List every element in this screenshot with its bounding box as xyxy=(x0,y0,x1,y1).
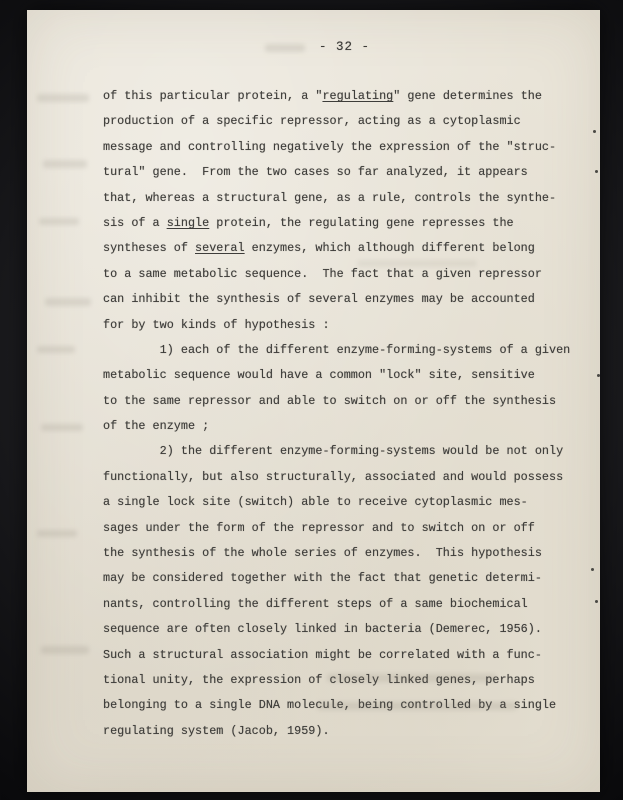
text-line: to a same metabolic sequence. The fact that a given repressor xyxy=(103,266,542,281)
text-line: for by two kinds of hypothesis : xyxy=(103,317,330,332)
text-line: tural" gene. From the two cases so far analyzed, it appears xyxy=(103,165,528,180)
text-line: sages under the form of the repressor and to switch on or off xyxy=(103,520,535,535)
text-line: sis of a single protein, the regulating gene represses the xyxy=(103,215,514,230)
text-line: nants, controlling the different steps of a same biochemical xyxy=(103,596,528,611)
text-line: tional unity, the expression of closely linked genes, perhaps xyxy=(103,672,535,687)
text-line: may be considered together with the fact that genetic determi- xyxy=(103,571,542,586)
text-line: 2) the different enzyme-forming-systems would be not only xyxy=(103,444,564,459)
page-body xyxy=(103,84,571,744)
text-line: functionally, but also structurally, associated and would possess xyxy=(103,469,564,484)
ink-speck xyxy=(591,568,594,571)
page-number: - 32 - xyxy=(319,40,371,54)
ink-smudge xyxy=(45,298,91,306)
text-line: can inhibit the synthesis of several enzymes may be accounted xyxy=(103,292,535,307)
text-line: of this particular protein, a "regulating" gene determines the xyxy=(103,89,542,103)
text-line: sequence are often closely linked in bacteria (Demerec, 1956). xyxy=(103,622,542,637)
underlined-text: single xyxy=(166,215,210,230)
ink-smudge xyxy=(41,424,83,431)
text-line: that, whereas a structural gene, as a rule, controls the synthe- xyxy=(103,190,557,205)
ink-smudge xyxy=(43,160,87,168)
text-line: a single lock site (switch) able to receive cytoplasmic mes- xyxy=(103,495,528,510)
underlined-text: several xyxy=(195,241,245,256)
text-line: of the enzyme ; xyxy=(103,419,210,434)
ink-smudge xyxy=(41,646,89,654)
underlined-text: regulating xyxy=(322,89,394,103)
text-line: belonging to a single DNA molecule, being controlled by a single xyxy=(103,698,557,713)
text-line: 1) each of the different enzyme-forming-systems of a given xyxy=(103,342,571,357)
ink-speck xyxy=(593,130,596,133)
ink-smudge xyxy=(39,218,79,225)
text-line: metabolic sequence would have a common "lock" site, sensitive xyxy=(103,368,535,383)
text-line: Such a structural association might be correlated with a func- xyxy=(103,647,542,662)
ink-smudge xyxy=(37,530,77,537)
ink-smudge xyxy=(37,346,75,353)
text-line: syntheses of several enzymes, which although different belong xyxy=(103,241,535,256)
text-line: regulating system (Jacob, 1959). xyxy=(103,723,330,738)
ink-speck xyxy=(595,600,598,603)
text-line: the synthesis of the whole series of enzymes. This hypothesis xyxy=(103,546,542,561)
ink-smudge xyxy=(265,44,305,52)
ink-smudge xyxy=(37,94,89,102)
ink-speck xyxy=(597,374,600,377)
text-line: message and controlling negatively the expression of the "struc- xyxy=(103,139,557,154)
document-page xyxy=(27,10,600,792)
text-line: to the same repressor and able to switch on or off the synthesis xyxy=(103,393,557,408)
ink-speck xyxy=(595,170,598,173)
text-line: production of a specific repressor, acting as a cytoplasmic xyxy=(103,114,521,129)
